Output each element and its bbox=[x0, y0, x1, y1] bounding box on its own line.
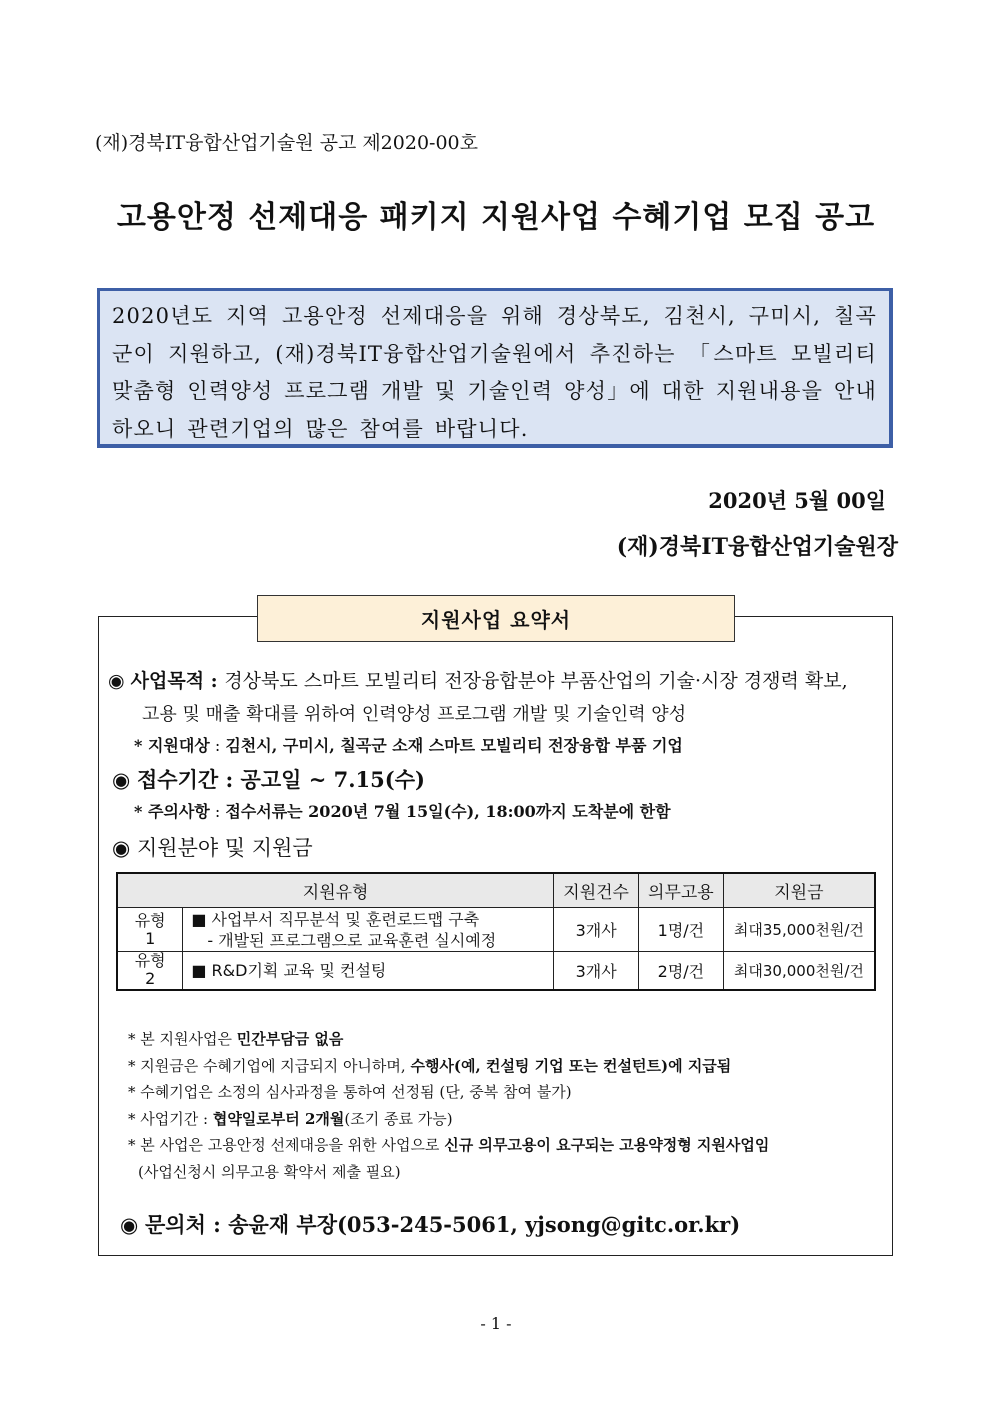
type-cell: 유형 1 bbox=[117, 908, 183, 952]
note-item: (사업신청시 의무고용 확약서 제출 필요) bbox=[138, 1162, 401, 1181]
description-cell: ■ R&D기획 교육 및 컨설팅 bbox=[183, 952, 554, 990]
employment-cell: 1명/건 bbox=[639, 908, 724, 952]
table-header: 의무고용 bbox=[639, 873, 724, 908]
bullet-icon: ◉ bbox=[108, 670, 125, 692]
note-item: * 본 지원사업은 민간부담금 없음 bbox=[128, 1030, 344, 1048]
type-cell: 유형 2 bbox=[117, 952, 183, 990]
intro-box bbox=[97, 288, 893, 448]
caution-separator: : bbox=[209, 802, 226, 821]
note-item: * 수혜기업은 소정의 심사과정을 통하여 선정됨 (단, 중복 참여 불가) bbox=[128, 1083, 572, 1101]
intro-text: 2020년도 지역 고용안정 선제대응을 위해 경상북도, 김천시, 구미시, 칠곡군이 지원하고, (재)경북IT융합산업기술원에서 추진하는 「스마트 모빌리티 맞춤형 인력양성 프로그램 개발 및 기술인력 양성」에 대한 지원내용을 안내하오니 관련기업의 많은 참여를 바랍니다. bbox=[112, 304, 877, 441]
purpose-text: 경상북도 스마트 모빌리티 전장융합분야 부품산업의 기술·시장 경쟁력 확보, bbox=[224, 670, 848, 692]
table-header: 지원건수 bbox=[554, 873, 639, 908]
table-header: 지원유형 bbox=[117, 873, 554, 908]
contact-text: 문의처 : 송윤재 부장(053-245-5061, yjsong@gitc.or.kr) bbox=[145, 1212, 741, 1237]
note-item: * 본 사업은 고용안정 선제대응을 위한 사업으로 신규 의무고용이 요구되는 고용약정형 지원사업임 bbox=[128, 1136, 770, 1154]
table-header-row bbox=[117, 873, 875, 908]
bullet-icon: ◉ bbox=[112, 836, 131, 860]
contact-line bbox=[120, 1209, 740, 1239]
employment-cell: 2명/건 bbox=[639, 952, 724, 990]
target-text: 김천시, 구미시, 칠곡군 소재 스마트 모빌리티 전장융합 부품 기업 bbox=[225, 736, 683, 755]
purpose-text-continued: 고용 및 매출 확대를 위하여 인력양성 프로그램 개발 및 기술인력 양성 bbox=[142, 704, 687, 725]
field-line bbox=[112, 832, 313, 862]
caution-label: * 주의사항 bbox=[134, 802, 210, 821]
target-separator: : bbox=[209, 736, 226, 755]
table-header: 지원금 bbox=[723, 873, 875, 908]
purpose-line bbox=[108, 666, 848, 693]
target-line bbox=[134, 733, 683, 756]
caution-text: 접수서류는 2020년 7월 15일(수), 18:00까지 도착분에 한함 bbox=[225, 802, 671, 821]
period-text: 접수기간 : 공고일 ~ 7.15(수) bbox=[137, 767, 425, 792]
notes-list bbox=[128, 1026, 769, 1185]
purpose-label: 사업목적 bbox=[130, 670, 205, 692]
amount-cell: 최대30,000천원/건 bbox=[723, 952, 875, 990]
description-main: ■ 사업부서 직무분석 및 훈련로드맵 구축 bbox=[191, 909, 480, 929]
description-sub: - 개발된 프로그램으로 교육훈련 실시예정 bbox=[207, 930, 497, 950]
page-number: - 1 - bbox=[480, 1314, 512, 1333]
support-table bbox=[116, 872, 876, 991]
bullet-icon: ◉ bbox=[112, 768, 131, 792]
target-label: * 지원대상 bbox=[134, 736, 210, 755]
document-title: 고용안정 선제대응 패키지 지원사업 수혜기업 모집 공고 bbox=[116, 200, 876, 235]
caution-line bbox=[134, 799, 671, 822]
period-line bbox=[112, 764, 425, 794]
table-row bbox=[117, 908, 875, 952]
purpose-separator: : bbox=[204, 670, 225, 692]
summary-title: 지원사업 요약서 bbox=[257, 595, 735, 642]
field-text: 지원분야 및 지원금 bbox=[137, 836, 313, 860]
notice-number: (재)경북IT융합산업기술원 공고 제2020-00호 bbox=[95, 132, 478, 154]
note-item: * 사업기간 : 협약일로부터 2개월(조기 종료 가능) bbox=[128, 1109, 453, 1128]
table-row bbox=[117, 952, 875, 990]
amount-cell: 최대35,000천원/건 bbox=[723, 908, 875, 952]
description-cell bbox=[183, 908, 554, 952]
bullet-icon: ◉ bbox=[120, 1213, 139, 1237]
count-cell: 3개사 bbox=[554, 908, 639, 952]
issuer-name: (재)경북IT융합산업기술원장 bbox=[616, 534, 898, 560]
issue-date: 2020년 5월 00일 bbox=[708, 488, 886, 513]
count-cell: 3개사 bbox=[554, 952, 639, 990]
note-item: * 지원금은 수혜기업에 지급되지 아니하며, 수행사(예, 컨설팅 기업 또는 컨설턴트)에 지급됨 bbox=[128, 1056, 732, 1075]
